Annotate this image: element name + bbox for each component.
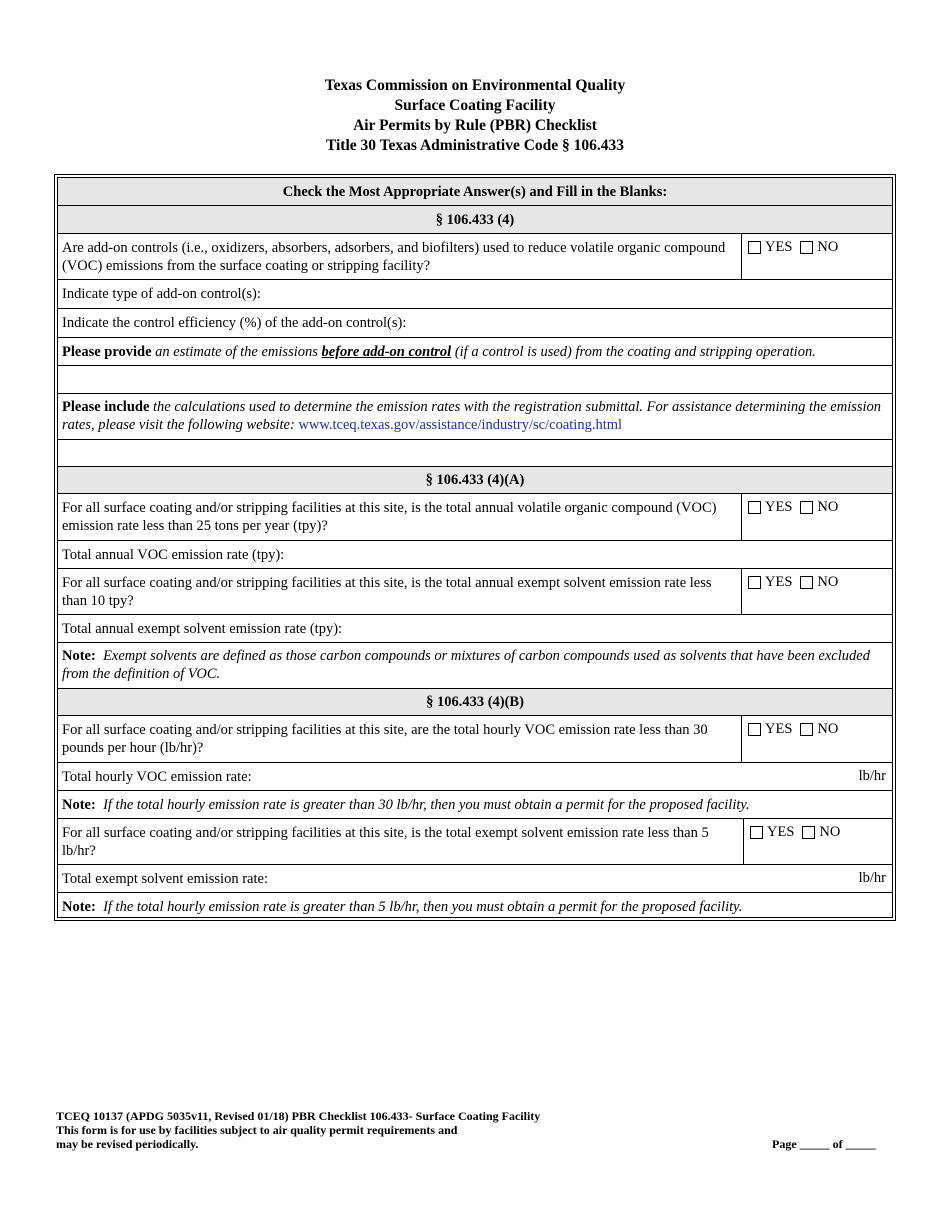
note-hourly-exempt-text	[62, 898, 886, 916]
yes-no-answer	[743, 819, 892, 864]
yes-no-answer	[741, 234, 892, 279]
instruction-provide-text	[62, 343, 886, 361]
no-label: NO	[817, 574, 839, 590]
field-control-type-label: Indicate type of add-on control(s):	[62, 286, 261, 302]
yes-checkbox[interactable]	[748, 501, 761, 514]
field-annual-voc-rate[interactable]	[58, 541, 892, 569]
facility-type: Surface Coating Facility	[394, 97, 556, 114]
question-hourly-exempt-solvent	[58, 819, 892, 865]
note-label: Note:	[62, 648, 96, 664]
yes-checkbox[interactable]	[750, 826, 763, 839]
section-heading-4a	[58, 467, 892, 494]
emission-estimate-input[interactable]	[58, 366, 892, 394]
instruction-provide-estimate	[58, 338, 892, 366]
question-hourly-voc	[58, 716, 892, 763]
section-heading-4-text: § 106.433 (4)	[435, 212, 515, 228]
section-heading-4b-text: § 106.433 (4)(B)	[426, 694, 524, 710]
section-heading-4	[58, 206, 892, 234]
no-checkbox[interactable]	[800, 576, 813, 589]
note-text: Exempt solvents are defined as those carbon compounds or mixtures of carbon compounds used as solvents that have been excluded from the definition of VOC.	[62, 648, 870, 682]
yes-checkbox[interactable]	[748, 576, 761, 589]
field-control-efficiency-label: Indicate the control efficiency (%) of the add-on control(s):	[62, 315, 407, 331]
no-label: NO	[817, 239, 839, 255]
question-text: Are add-on controls (i.e., oxidizers, absorbers, adsorbers, and biofilters) used to reduce volatile organic compound (VOC) emissions from the surface coating or stripping facility?	[62, 240, 726, 274]
note-exempt-solvents-text	[62, 647, 886, 683]
section-heading-4b	[58, 689, 892, 716]
coating-website-link[interactable]: www.tceq.texas.gov/assistance/industry/sc/coating.html	[298, 417, 623, 433]
field-annual-exempt-solvent-label: Total annual exempt solvent emission rate (tpy):	[62, 621, 343, 637]
no-checkbox[interactable]	[800, 723, 813, 736]
field-control-type[interactable]	[58, 280, 892, 309]
field-hourly-voc-rate-label: Total hourly VOC emission rate:	[62, 769, 252, 785]
checklist-form	[54, 174, 896, 921]
note-hourly-exempt-permit	[58, 893, 892, 919]
yes-label: YES	[765, 574, 793, 590]
field-hourly-exempt-solvent-rate[interactable]	[58, 865, 892, 893]
yes-no-answer	[741, 569, 892, 614]
form-usage-note: This form is for use by facilities subject to air quality permit requirements and	[56, 1123, 458, 1137]
unit-lb-hr: lb/hr	[858, 768, 886, 784]
field-control-efficiency[interactable]	[58, 309, 892, 338]
form-revision-note: may be revised periodically.	[56, 1137, 199, 1151]
field-annual-exempt-solvent-rate[interactable]	[58, 615, 892, 643]
no-label: NO	[817, 499, 839, 515]
note-text: If the total hourly emission rate is greater than 30 lb/hr, then you must obtain a permit for the proposed facility.	[103, 797, 750, 813]
no-checkbox[interactable]	[802, 826, 815, 839]
form-id: TCEQ 10137 (APDG 5035v11, Revised 01/18) PBR Checklist 106.433- Surface Coating Facility	[56, 1109, 541, 1123]
question-text: For all surface coating and/or stripping facilities at this site, is the total annual exempt solvent emission rate less than 10 tpy?	[62, 575, 712, 609]
main-heading	[58, 178, 892, 206]
yes-checkbox[interactable]	[748, 723, 761, 736]
note-text: If the total hourly emission rate is greater than 5 lb/hr, then you must obtain a permit for the proposed facility.	[103, 899, 743, 915]
yes-label: YES	[767, 824, 795, 840]
note-exempt-solvents	[58, 643, 892, 689]
question-text: For all surface coating and/or stripping facilities at this site, is the total annual volatile organic compound (VOC) emission rate less than 25 tons per year (tpy)?	[62, 500, 717, 534]
provide-bold: Please provide	[62, 344, 152, 360]
question-annual-voc	[58, 494, 892, 541]
calculations-input[interactable]	[58, 440, 892, 467]
checklist-name: Air Permits by Rule (PBR) Checklist	[353, 117, 597, 134]
no-label: NO	[819, 824, 841, 840]
instruction-include-text	[62, 398, 886, 434]
section-heading-4a-text: § 106.433 (4)(A)	[425, 472, 525, 488]
yes-checkbox[interactable]	[748, 241, 761, 254]
yes-label: YES	[765, 499, 793, 515]
document-title	[0, 76, 950, 156]
field-hourly-voc-rate[interactable]	[58, 763, 892, 791]
no-checkbox[interactable]	[800, 501, 813, 514]
yes-label: YES	[765, 239, 793, 255]
include-text: the calculations used to determine the emission rates with the registration submittal. For assistance determining the emission rates, please visit the following website:	[62, 399, 882, 433]
question-annual-exempt-solvent	[58, 569, 892, 615]
note-label: Note:	[62, 899, 96, 915]
question-add-on-controls	[58, 234, 892, 280]
note-hourly-voc-text	[62, 796, 886, 814]
provide-text-1: an estimate of the emissions	[151, 344, 322, 360]
instruction-include-calculations	[58, 394, 892, 440]
no-label: NO	[817, 721, 839, 737]
question-text: For all surface coating and/or stripping facilities at this site, are the total hourly VOC emission rate less than 30 pounds per hour (lb/hr)?	[62, 722, 708, 756]
yes-no-answer	[741, 716, 892, 762]
note-label: Note:	[62, 797, 96, 813]
provide-text-2: (if a control is used) from the coating and stripping operation.	[451, 344, 816, 360]
question-text: For all surface coating and/or stripping facilities at this site, is the total exempt solvent emission rate less than 5 lb/hr?	[62, 825, 709, 859]
provide-emphasis: before add-on control	[321, 344, 452, 360]
include-bold: Please include	[62, 399, 150, 415]
field-annual-voc-rate-label: Total annual VOC emission rate (tpy):	[62, 547, 285, 563]
form-footer	[56, 1109, 540, 1151]
no-checkbox[interactable]	[800, 241, 813, 254]
unit-lb-hr: lb/hr	[858, 870, 886, 886]
code-reference: Title 30 Texas Administrative Code § 106.433	[325, 137, 625, 154]
yes-label: YES	[765, 721, 793, 737]
page-number: Page _____ of _____	[772, 1137, 876, 1151]
field-hourly-exempt-solvent-label: Total exempt solvent emission rate:	[62, 871, 268, 887]
yes-no-answer	[741, 494, 892, 540]
main-heading-text: Check the Most Appropriate Answer(s) and Fill in the Blanks:	[282, 184, 668, 200]
note-hourly-voc-permit	[58, 791, 892, 819]
agency-name: Texas Commission on Environmental Quality	[324, 77, 626, 94]
